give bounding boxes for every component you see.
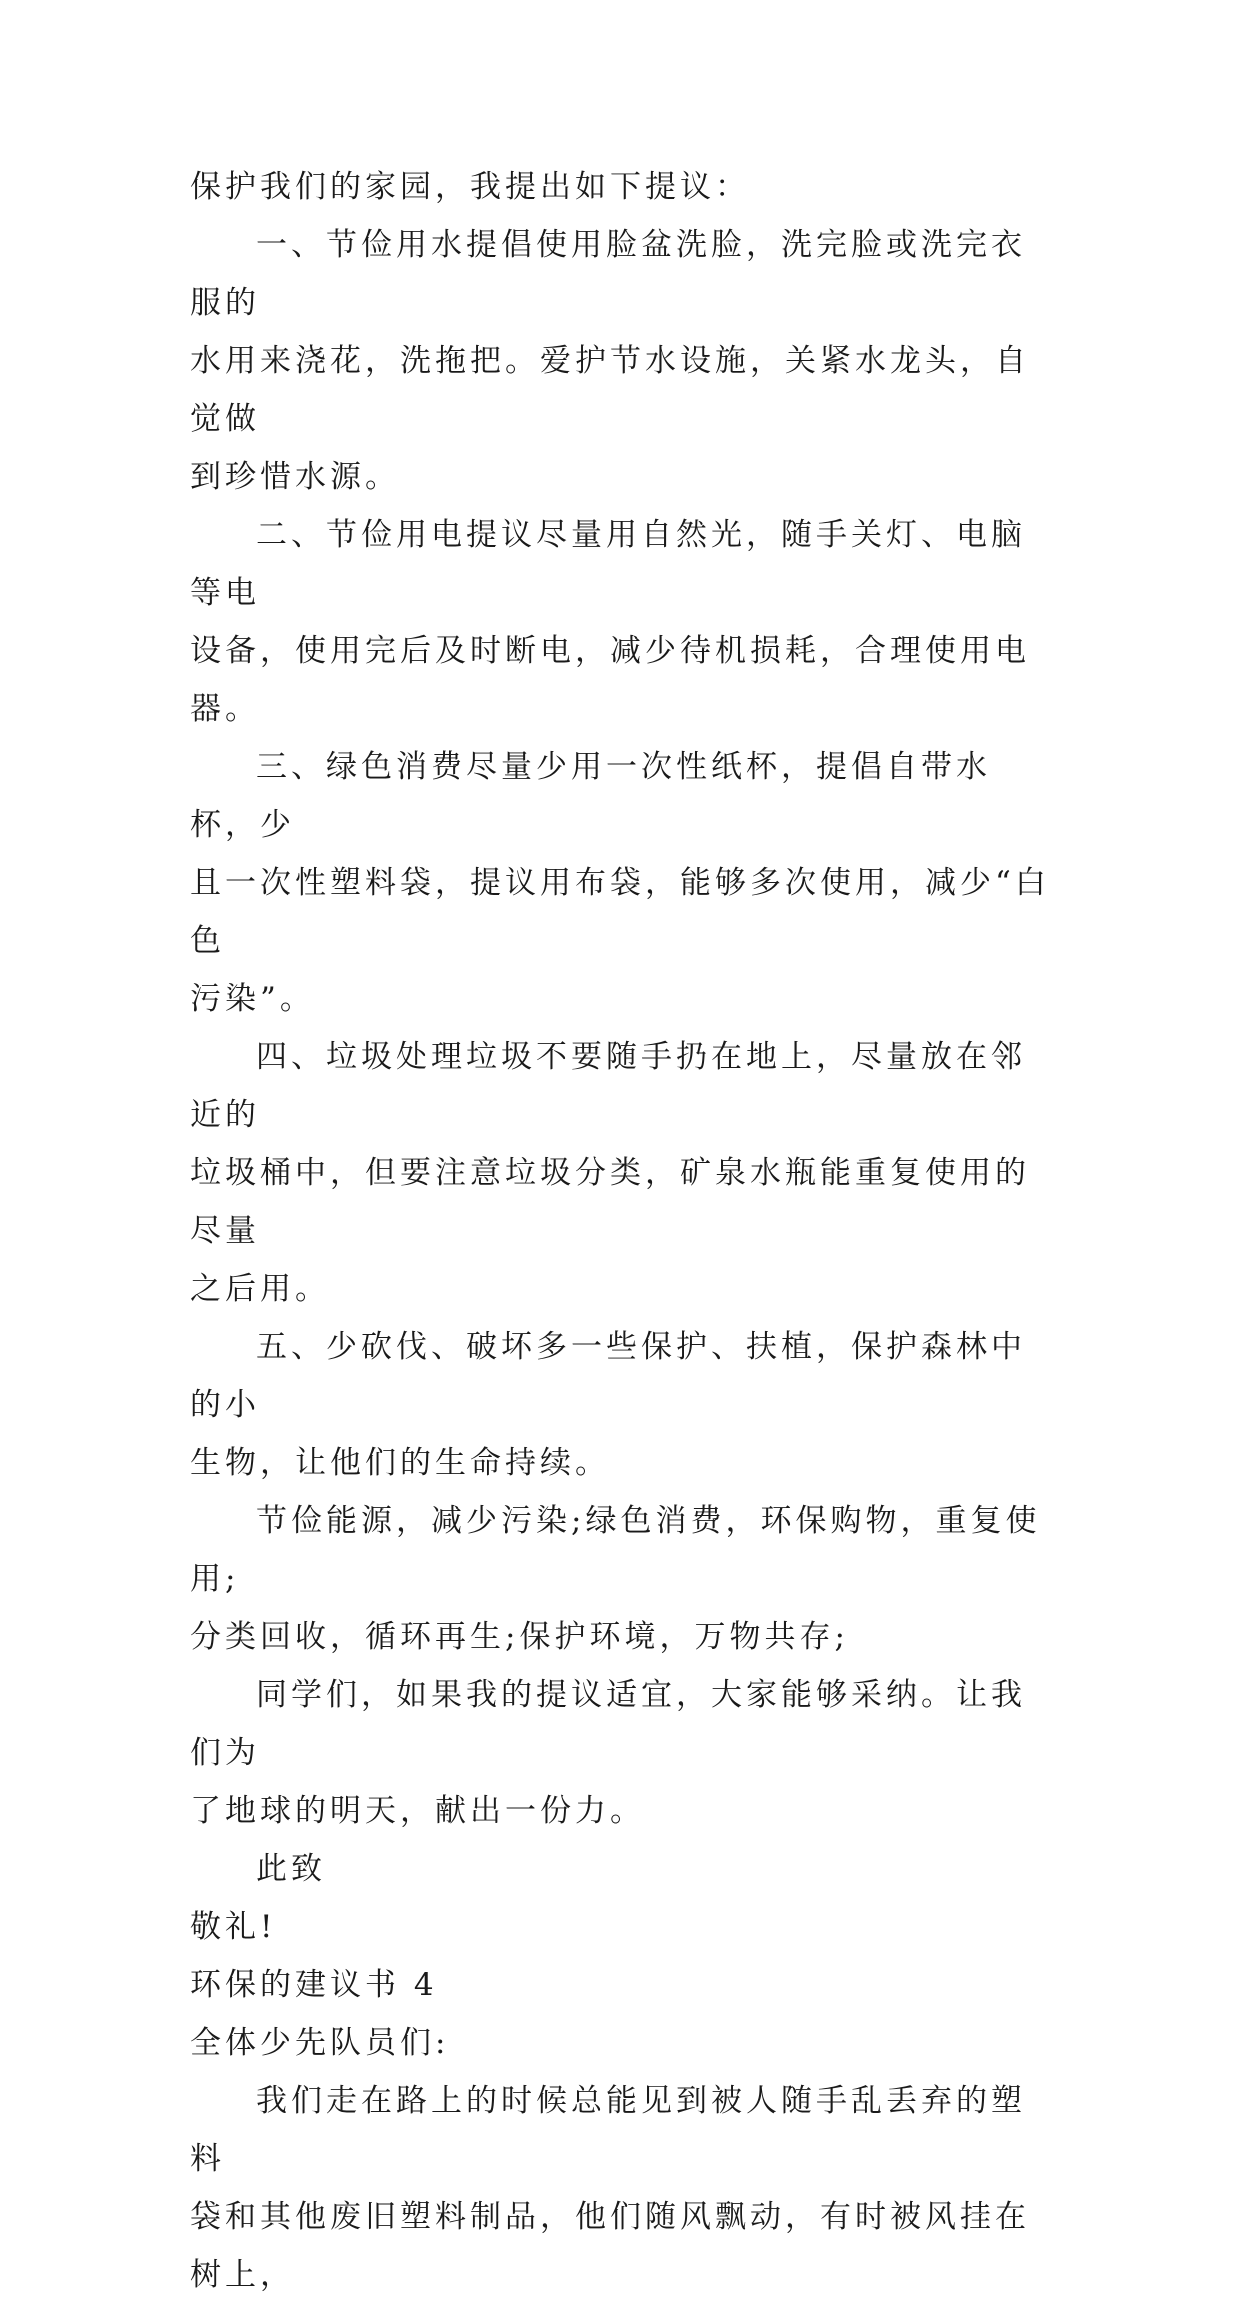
letter-4-line-2: 袋和其他废旧塑料制品，他们随风飘动，有时被风挂在树上，: [190, 2199, 1030, 2293]
letter-4-line-1: 我们走在路上的时候总能见到被人随手乱丢弃的塑料: [190, 2083, 1026, 2177]
proposal-5-line-2: 生物，让他们的生命持续。: [190, 1445, 610, 1481]
salutation-line-2: 敬礼!: [190, 1909, 277, 1945]
proposal-1-line-1: 一、节俭用水提倡使用脸盆洗脸，洗完脸或洗完衣服的: [190, 227, 1026, 321]
proposal-1-line-3: 到珍惜水源。: [190, 459, 400, 495]
closing-line-1: 同学们，如果我的提议适宜，大家能够采纳。让我们为: [190, 1677, 1026, 1771]
proposal-2-line-2: 设备，使用完后及时断电，减少待机损耗，合理使用电器。: [190, 633, 1030, 727]
proposal-1-line-2: 水用来浇花，洗拖把。爱护节水设施，关紧水龙头，自觉做: [190, 343, 1030, 437]
document-body: [190, 158, 1050, 2304]
proposal-4-line-1: 四、垃圾处理垃圾不要随手扔在地上，尽量放在邻近的: [190, 1039, 1026, 1133]
proposal-3-line-1: 三、绿色消费尽量少用一次性纸杯，提倡自带水杯，少: [190, 749, 991, 843]
salutation-line-1: 此致: [256, 1851, 326, 1887]
greeting-line: 全体少先队员们:: [190, 2025, 450, 2061]
proposal-4-line-3: 之后用。: [190, 1271, 330, 1307]
closing-line-2: 了地球的明天，献出一份力。: [190, 1793, 645, 1829]
slogan-line-2: 分类回收，循环再生;保护环境，万物共存;: [190, 1619, 849, 1655]
proposal-3-line-2: 且一次性塑料袋，提议用布袋，能够多次使用，减少“白色: [190, 865, 1050, 959]
proposal-3-line-3: 污染”。: [190, 981, 315, 1017]
proposal-2-line-1: 二、节俭用电提议尽量用自然光，随手关灯、电脑等电: [190, 517, 1026, 611]
proposal-5-line-1: 五、少砍伐、破坏多一些保护、扶植，保护森林中的小: [190, 1329, 1026, 1423]
intro-line: 保护我们的家园，我提出如下提议：: [190, 169, 750, 205]
section-heading: 环保的建议书 4: [190, 1967, 438, 2003]
slogan-line-1: 节俭能源，减少污染;绿色消费，环保购物，重复使用;: [190, 1503, 1041, 1597]
proposal-4-line-2: 垃圾桶中，但要注意垃圾分类，矿泉水瓶能重复使用的尽量: [190, 1155, 1030, 1249]
